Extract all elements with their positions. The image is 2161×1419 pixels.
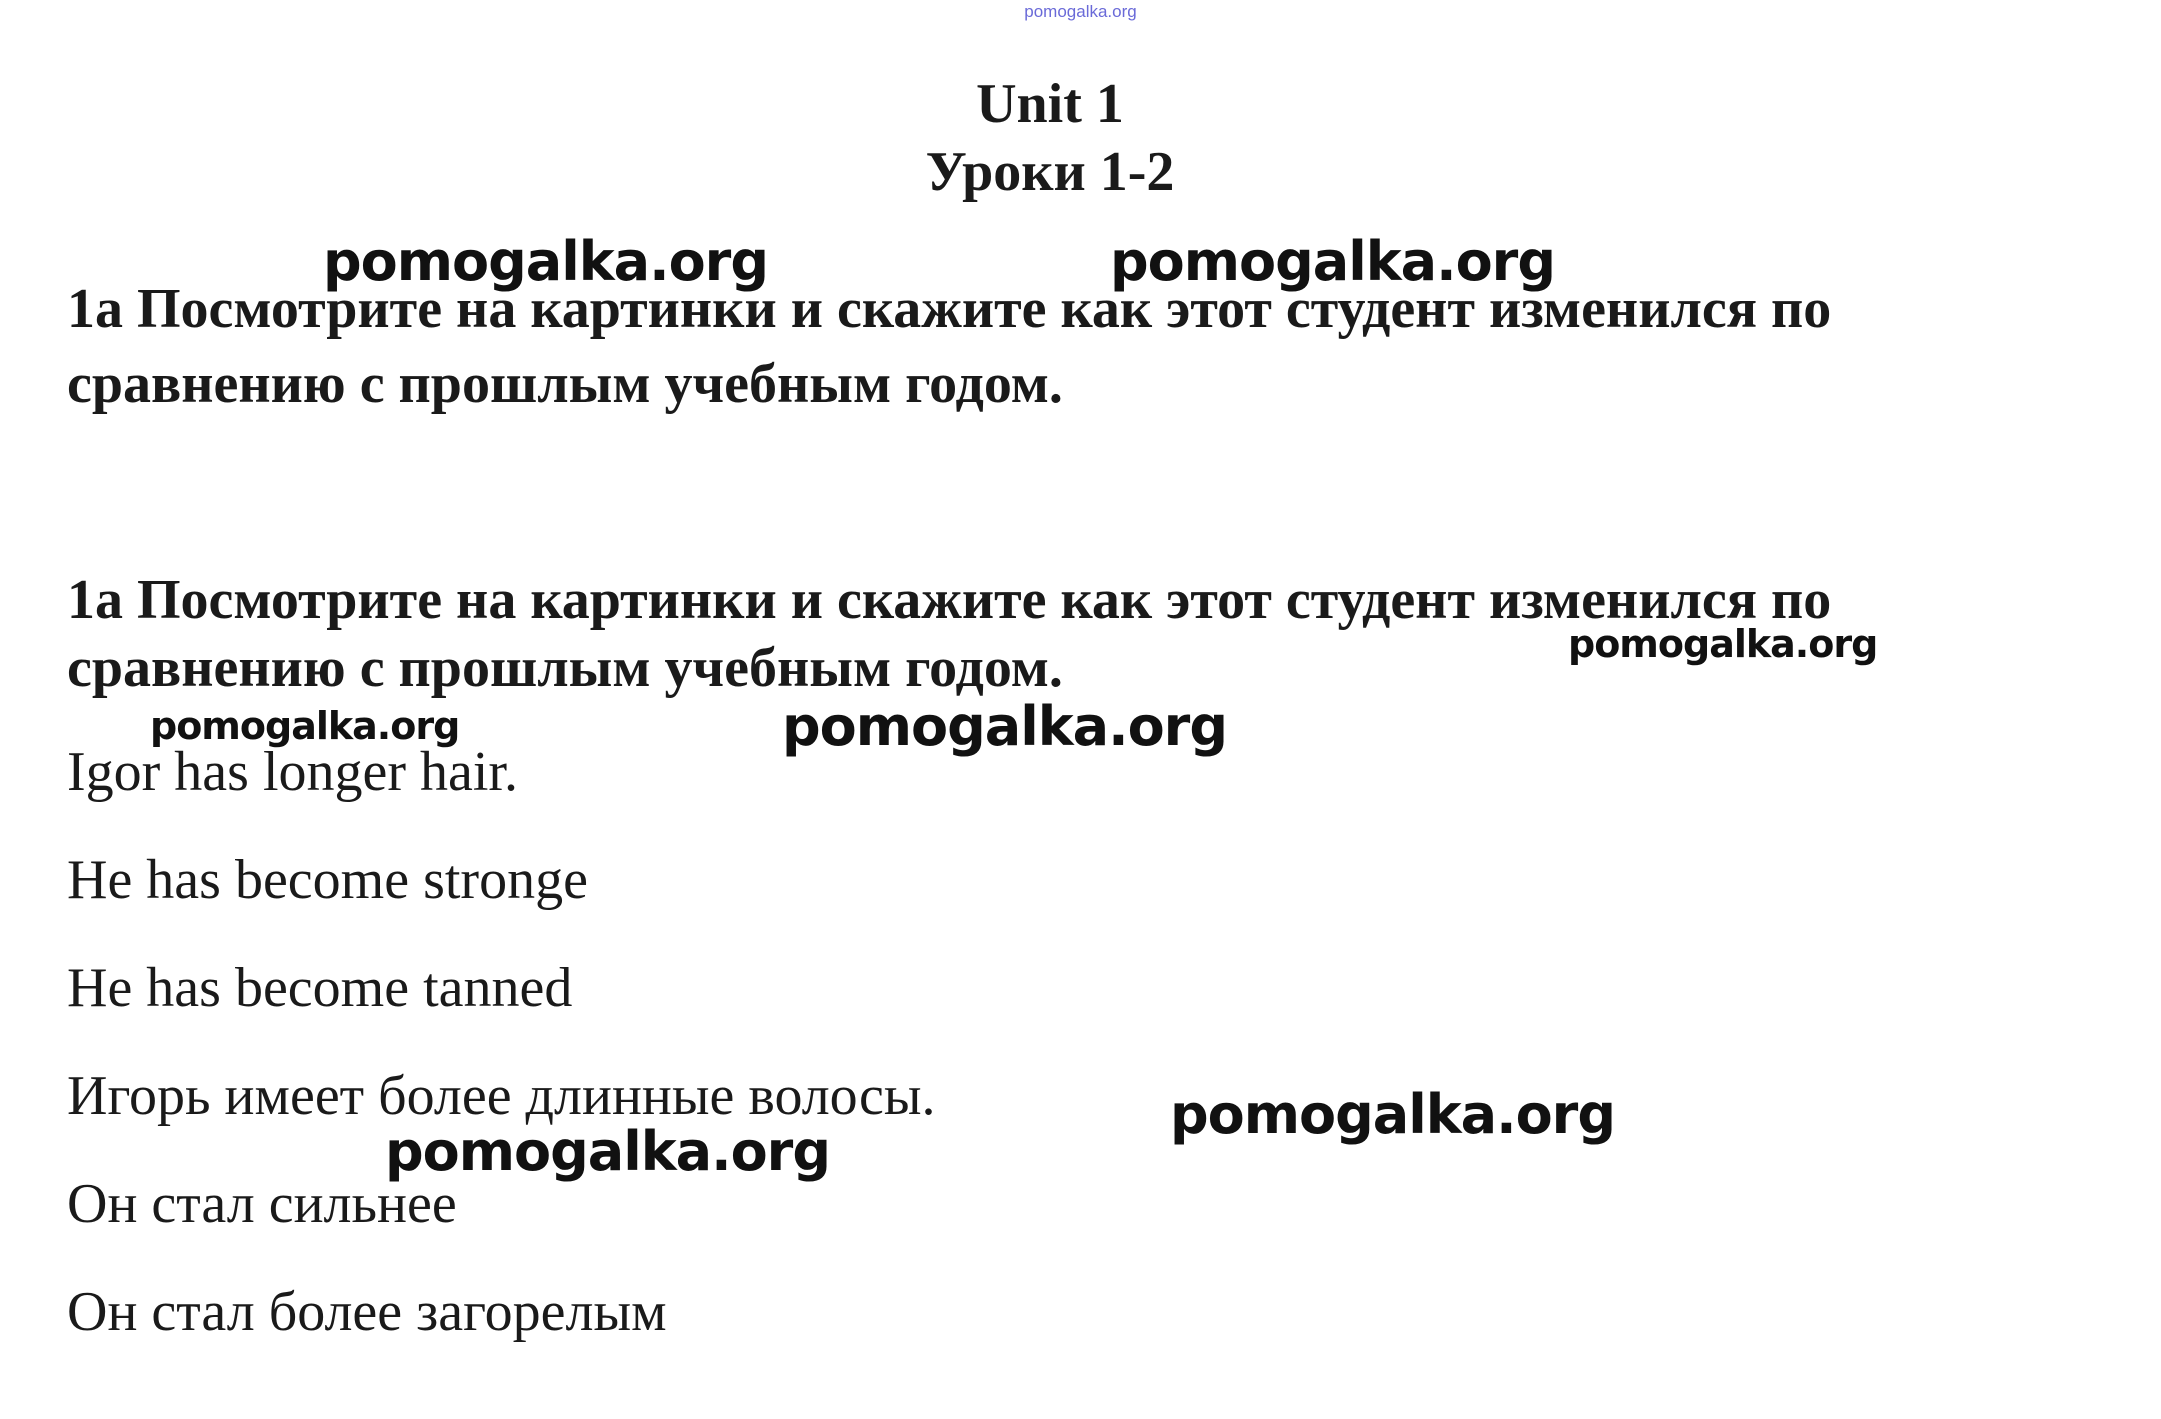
answer-line: He has become tanned (67, 957, 573, 1019)
answer-line: He has become stronge (67, 849, 588, 911)
watermark: pomogalka.org (1568, 622, 1878, 666)
lessons-title: Уроки 1-2 (925, 141, 1175, 203)
answer-line: Igor has longer hair. (67, 741, 518, 803)
watermark: pomogalka.org (1110, 230, 1555, 293)
answer-line: Игорь имеет более длинные волосы. (67, 1065, 936, 1127)
watermark: pomogalka.org (1170, 1083, 1615, 1146)
exercise-instruction-repeat: 1а Посмотрите на картинки и скажите как этот студент изменился по сравнению с прошлым учебным годом. (67, 569, 1832, 699)
answer-line: Он стал сильнее (67, 1173, 457, 1235)
watermark: pomogalka.org (782, 695, 1227, 758)
watermark: pomogalka.org (150, 704, 460, 748)
watermark: pomogalka.org (385, 1120, 830, 1183)
watermark: pomogalka.org (323, 230, 768, 293)
exercise-instruction: 1а Посмотрите на картинки и скажите как этот студент изменился по сравнению с прошлым учебным годом. (67, 278, 1832, 415)
answer-line: Он стал более загорелым (67, 1281, 667, 1343)
source-link[interactable]: pomogalka.org (1024, 2, 1137, 21)
unit-title: Unit 1 (976, 73, 1124, 135)
